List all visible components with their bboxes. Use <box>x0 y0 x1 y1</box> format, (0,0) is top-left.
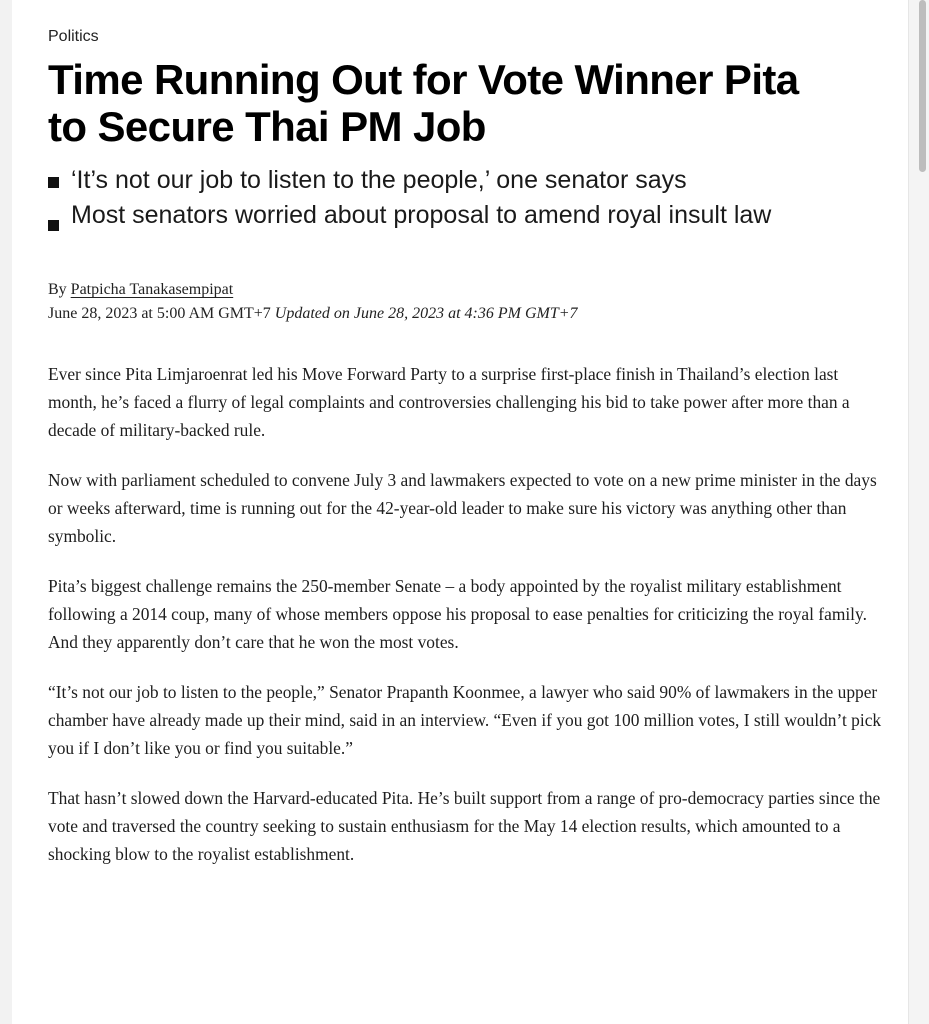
body-paragraph: Pita’s biggest challenge remains the 250-member Senate – a body appointed by the royalist military establishment following a 2014 coup, many of whose members oppose his proposal to ease penalties for criticizing the royal family. And they apparently don’t care that he won the most votes. <box>48 576 867 652</box>
bullet-square-icon <box>48 177 59 188</box>
body-paragraph: Now with parliament scheduled to convene July 3 and lawmakers expected to vote on a new prime minister in the days or weeks afterward, time is running out for the 42-year-old leader to make sure his victory was anything other than symbolic. <box>48 470 877 546</box>
summary-bullets <box>48 163 888 233</box>
body-paragraph: Ever since Pita Limjaroenrat led his Move Forward Party to a surprise first-place finish in Thailand’s election last month, he’s faced a flurry of legal complaints and controversies challenging his bid to take power after more than a decade of military-backed rule. <box>48 364 850 440</box>
byline <box>48 277 888 302</box>
summary-bullet <box>48 198 888 233</box>
summary-bullet-text: Most senators worried about proposal to amend royal insult law <box>71 201 772 229</box>
byline-prefix: By <box>48 281 67 298</box>
bullet-square-icon <box>48 220 59 231</box>
dateline <box>48 302 888 326</box>
summary-bullet <box>48 163 888 198</box>
category-label[interactable]: Politics <box>48 28 99 45</box>
body-paragraph: That hasn’t slowed down the Harvard-educated Pita. He’s built support from a range of pro-democracy parties since the vote and traversed the country seeking to sustain enthusiasm for the May 14 election results, which amounted to a shocking blow to the royalist establishment. <box>48 788 881 864</box>
article <box>48 26 888 890</box>
published-date: June 28, 2023 at 5:00 AM GMT+7 <box>48 305 271 322</box>
body-paragraph: “It’s not our job to listen to the people,” Senator Prapanth Koonmee, a lawyer who said 90% of lawmakers in the upper chamber have already made up their mind, said in an interview. “Even if you got 100 million votes, I still wouldn’t pick you if I don’t like you or find you suitable.” <box>48 682 882 758</box>
author-link[interactable]: Patpicha Tanakasempipat <box>70 281 234 298</box>
summary-bullet-text: ‘It’s not our job to listen to the people,’ one senator says <box>71 166 687 194</box>
headline: Time Running Out for Vote Winner Pita to Secure Thai PM Job <box>48 56 799 150</box>
scrollbar-track[interactable] <box>908 0 929 1024</box>
scrollbar-thumb[interactable] <box>919 0 926 172</box>
left-margin <box>0 0 12 1024</box>
article-body <box>48 360 888 868</box>
updated-date: Updated on June 28, 2023 at 4:36 PM GMT+7 <box>274 305 578 322</box>
